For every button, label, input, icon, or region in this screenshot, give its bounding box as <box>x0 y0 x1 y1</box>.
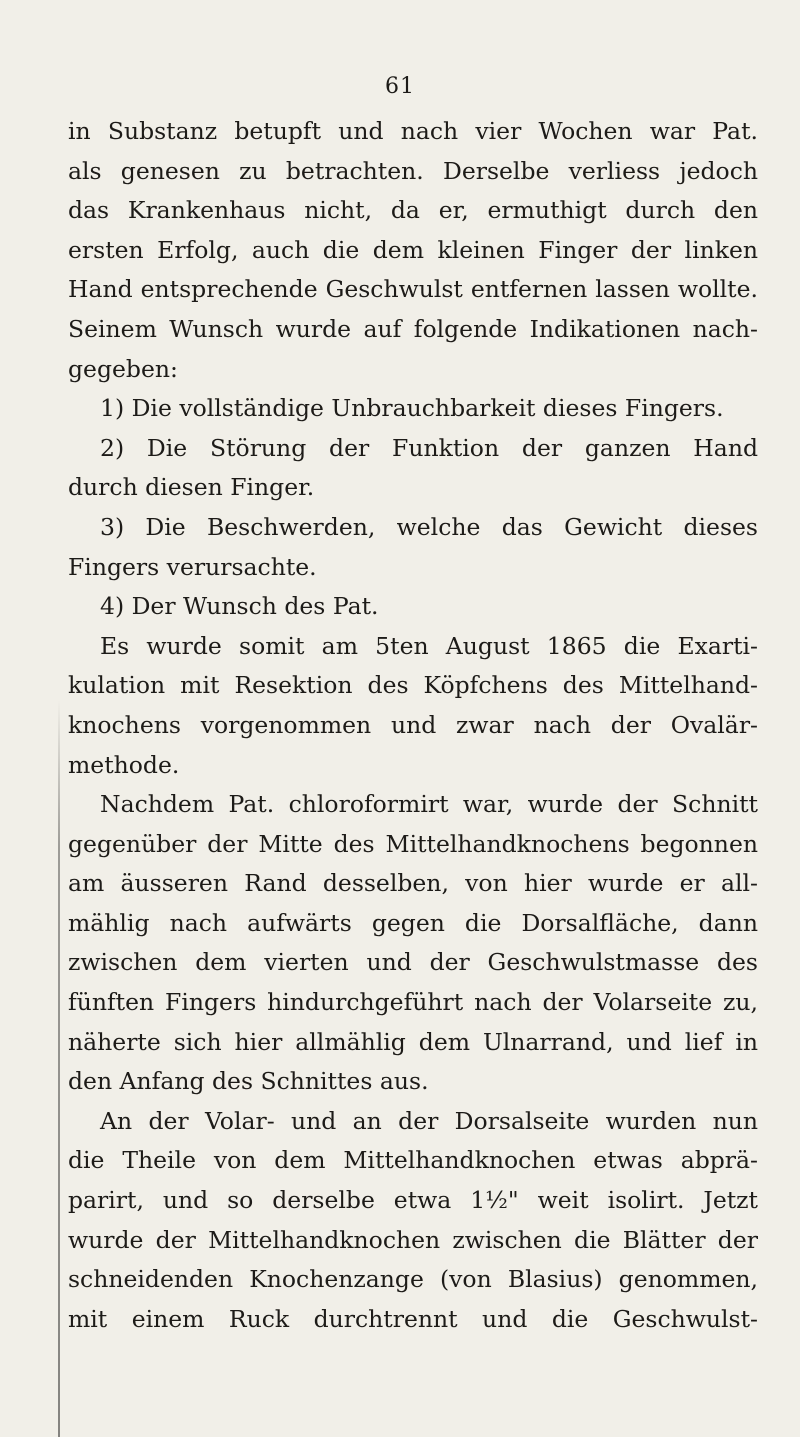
text-line: Fingers verursachte. <box>68 552 317 581</box>
list-item: 2) Die Störung der Funktion der ganzen Hand <box>100 433 758 462</box>
text-line: mählig nach aufwärts gegen die Dorsalfläche, dann <box>68 908 758 937</box>
text-line: Nachdem Pat. chloroformirt war, wurde der Schnitt <box>100 790 758 819</box>
text-line: An der Volar- und an der Dorsalseite wurden nun <box>100 1106 758 1135</box>
text-line: schneidenden Knochenzange (von Blasius) genommen, <box>68 1265 758 1294</box>
text-line: wurde der Mittelhandknochen zwischen die Blätter der <box>68 1225 758 1254</box>
text-line: den Anfang des Schnittes aus. <box>68 1067 429 1096</box>
text-line: das Krankenhaus nicht, da er, ermuthigt durch den <box>68 196 758 225</box>
text-line: als genesen zu betrachten. Derselbe verliess jedoch <box>68 156 758 185</box>
text-line: in Substanz betupft und nach vier Wochen war Pat. <box>68 117 758 145</box>
text-line: Seinem Wunsch wurde auf folgende Indikationen nach- <box>68 314 758 343</box>
text-line: knochens vorgenommen und zwar nach der Ovalär- <box>68 710 758 739</box>
text-line: am äusseren Rand desselben, von hier wurde er all- <box>68 869 758 898</box>
text-line: parirt, und so derselbe etwa 1½" weit isolirt. Jetzt <box>68 1186 758 1215</box>
list-item: 3) Die Beschwerden, welche das Gewicht dieses <box>100 512 758 541</box>
text-line: ersten Erfolg, auch die dem kleinen Finger der linken <box>68 235 758 264</box>
text-line: mit einem Ruck durchtrennt und die Geschwulst- <box>68 1304 758 1333</box>
text-line: Hand entsprechende Geschwulst entfernen lassen wollte. <box>68 275 758 304</box>
text-line: die Theile von dem Mittelhandknochen etwas abprä- <box>68 1146 758 1175</box>
text-line: näherte sich hier allmählig dem Ulnarrand, und lief in <box>68 1027 758 1056</box>
text-line: zwischen dem vierten und der Geschwulstmasse des <box>68 948 758 977</box>
text-line: kulation mit Resektion des Köpfchens des Mittelhand- <box>68 671 758 700</box>
list-item: 1) Die vollständige Unbrauchbarkeit dieses Fingers. <box>100 394 724 423</box>
text-line: gegeben: <box>68 354 178 383</box>
binding-shadow <box>58 700 60 1437</box>
text-line: methode. <box>68 750 180 779</box>
list-item: 4) Der Wunsch des Pat. <box>100 592 379 621</box>
text-line: Es wurde somit am 5ten August 1865 die Exarti- <box>100 631 758 660</box>
text-line: gegenüber der Mitte des Mittelhandknochens begonnen <box>68 829 758 858</box>
page-number: 61 <box>385 74 415 99</box>
text-line: durch diesen Finger. <box>68 473 315 502</box>
body-text <box>68 112 758 1339</box>
text-line: fünften Fingers hindurchgeführt nach der Volarseite zu, <box>68 988 758 1017</box>
